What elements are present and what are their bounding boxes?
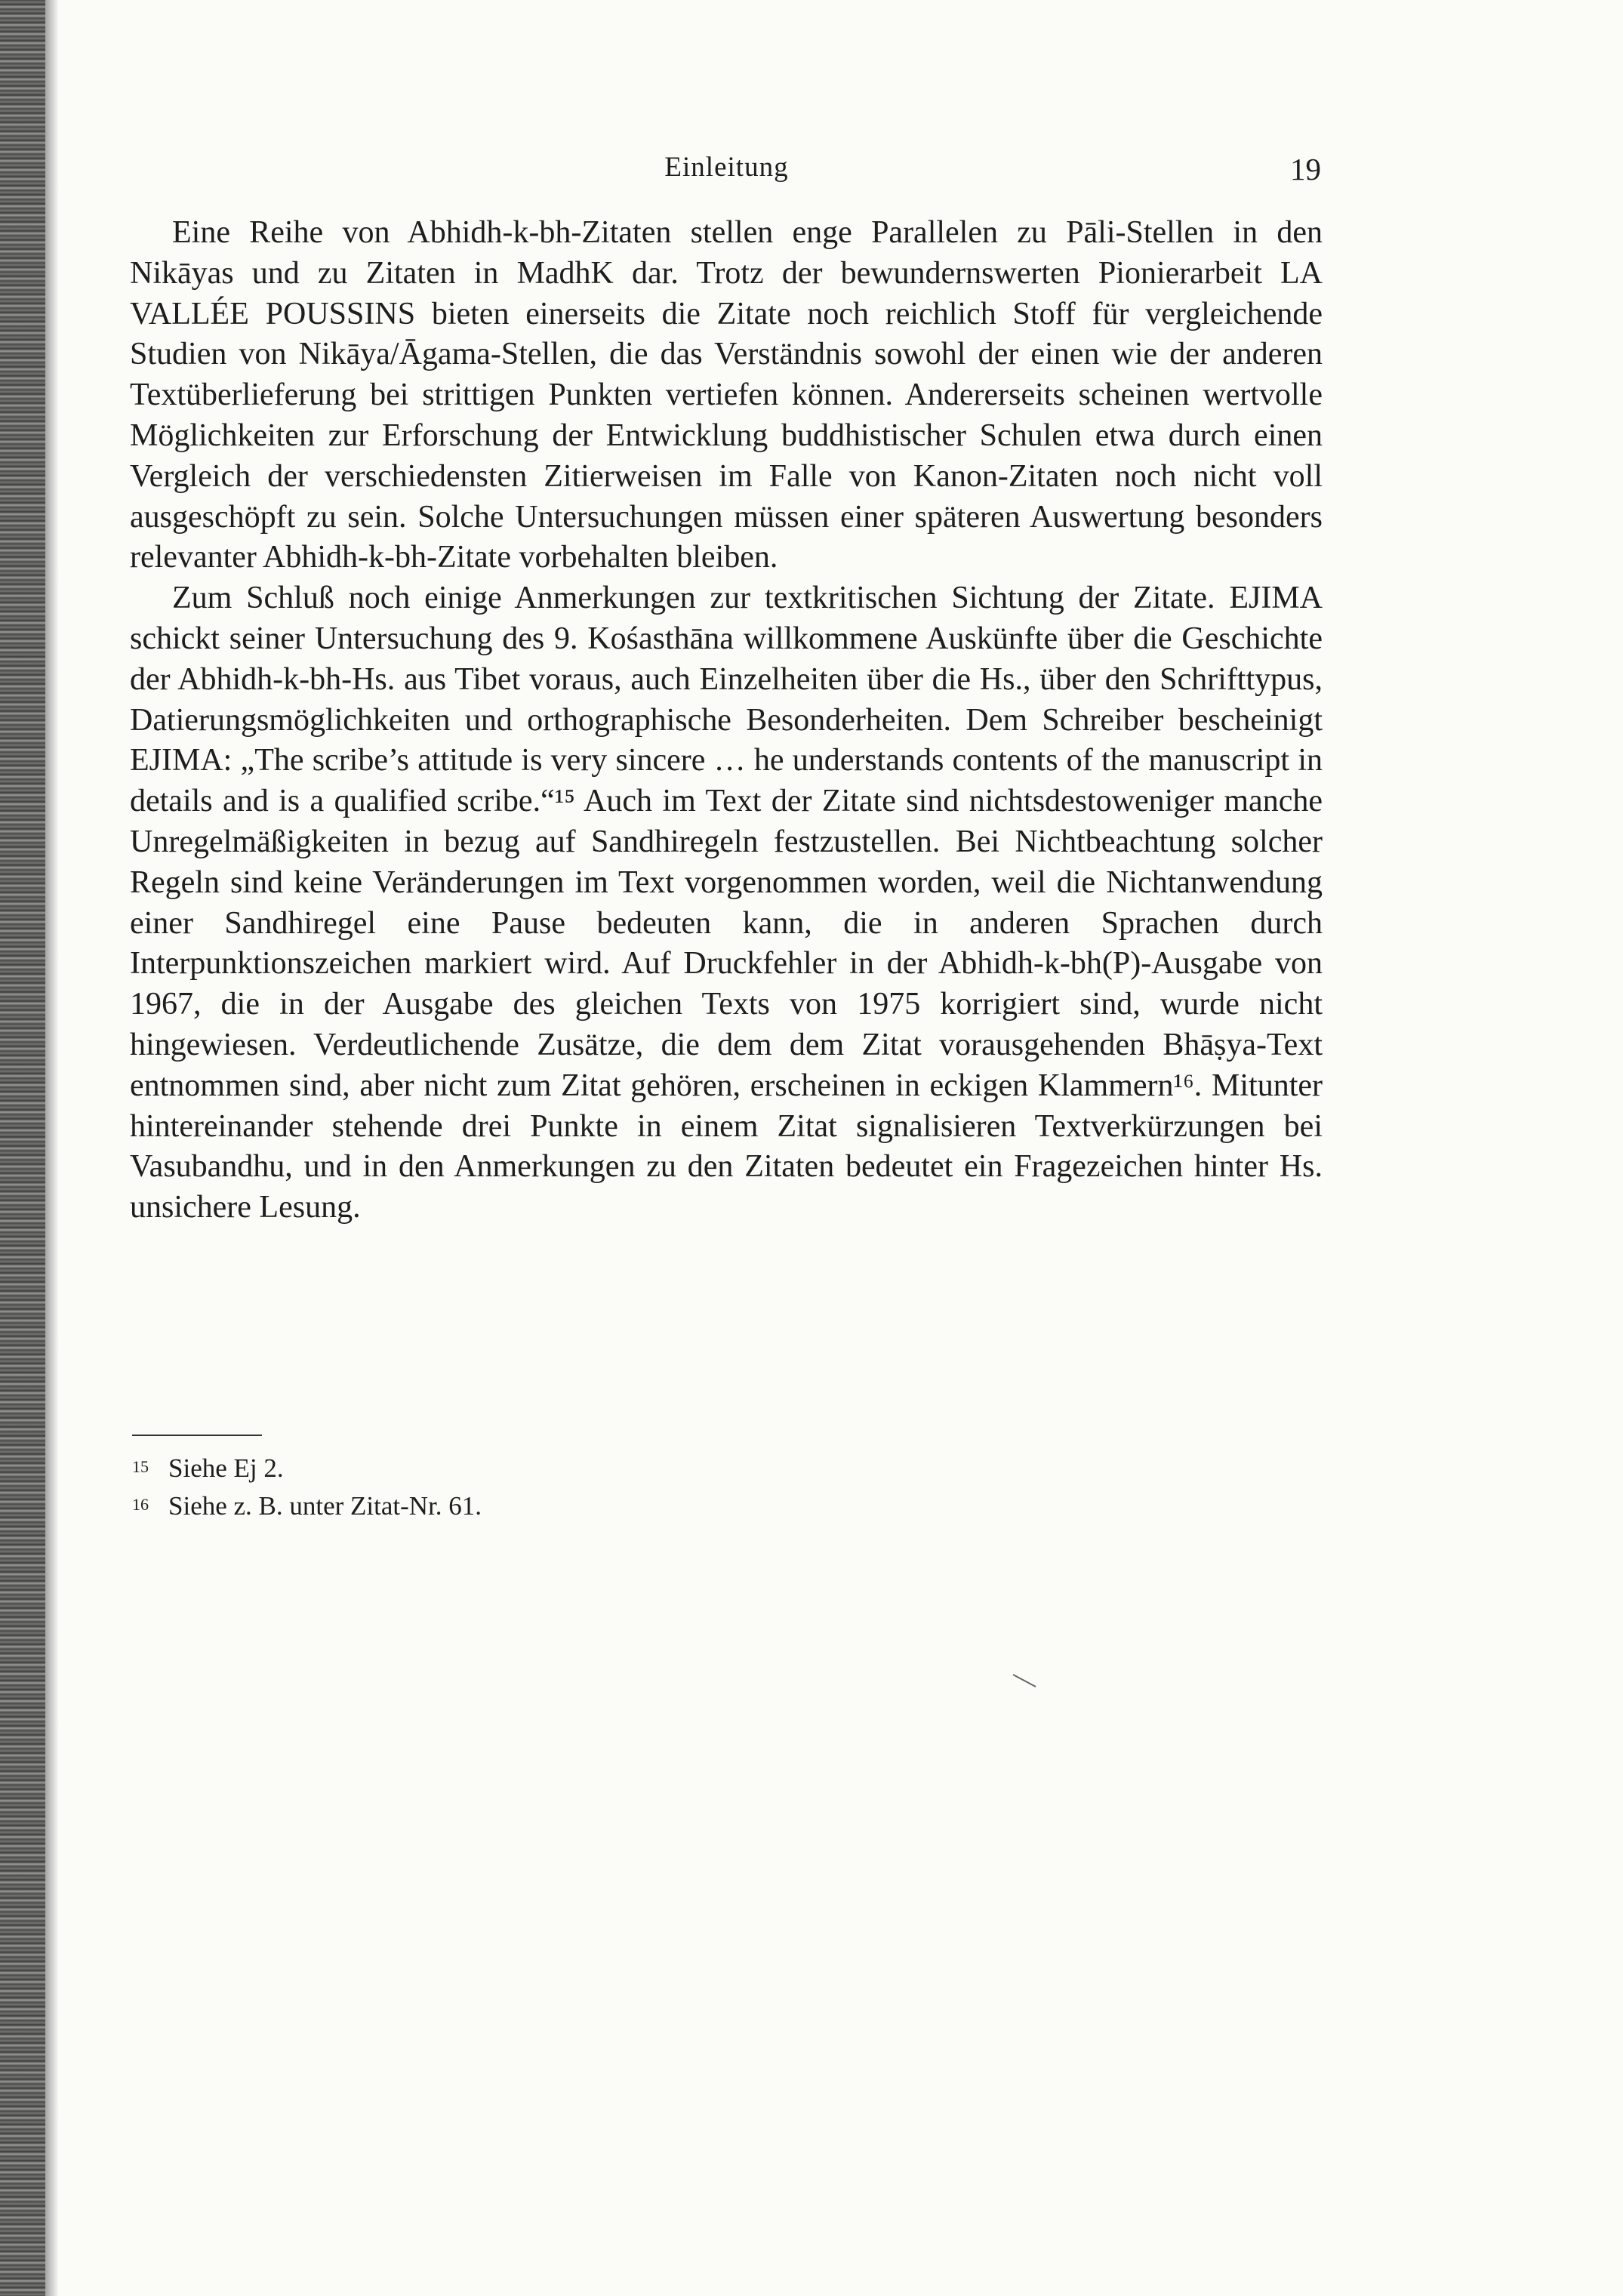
footnote-separator: [132, 1435, 262, 1436]
footnote-text: Siehe z. B. unter Zitat-Nr. 61.: [168, 1491, 482, 1521]
scan-binding-edge: [0, 0, 45, 2296]
paragraph-1: Eine Reihe von Abhidh-k-bh-Zitaten stellen enge Parallelen zu Pāli-Stellen in den Nikāyas und zu Zitaten in MadhK dar. Trotz der bewundernswerten Pionierarbeit LA VALLÉE POUSSINS bieten einerseits die Zitate noch reichlich Stoff für vergleichende Studien von Nikāya/Āgama-Stellen, die das Verständnis sowohl der einen wie der anderen Textüberlieferung bei strittigen Punkten vertiefen können. Andererseits scheinen wertvolle Möglichkeiten zur Erforschung der Entwicklung buddhistischer Schulen etwa durch einen Vergleich der verschiedensten Zitierweisen im Falle von Kanon-Zitaten noch nicht voll ausgeschöpft zu sein. Solche Untersuchungen müssen einer späteren Auswertung besonders relevanter Abhidh-k-bh-Zitate vorbehalten bleiben.: [130, 215, 1323, 575]
page-number: 19: [1290, 152, 1321, 186]
scan-edge-shadow: [45, 0, 59, 2296]
footnote-text: Siehe Ej 2.: [168, 1453, 284, 1483]
running-head: Einleitung: [664, 152, 789, 183]
paragraph-2: Zum Schluß noch einige Anmerkungen zur textkritischen Sichtung der Zitate. EJIMA schickt seiner Untersuchung des 9. Kośasthāna willkommene Auskünfte über die Geschichte der Abhidh-k-bh-Hs. aus Tibet voraus, auch Einzelheiten über die Hs., über den Schrifttypus, Datierungsmöglichkeiten und orthographische Besonderheiten. Dem Schreiber bescheinigt EJIMA: „The scribe’s attitude is very sincere … he understands contents of the manuscript in details and is a qualified scribe.“¹⁵ Auch im Text der Zitate sind nichtsdestoweniger manche Unregelmäßigkeiten in bezug auf Sandhiregeln festzustellen. Bei Nichtbeachtung solcher Regeln sind keine Veränderungen im Text vorgenommen worden, weil die Nichtanwendung einer Sandhiregel eine Pause bedeuten kann, die in anderen Sprachen durch Interpunktionszeichen markiert wird. Auf Druckfehler in der Abhidh-k-bh(P)-Ausgabe von 1967, die in der Ausgabe des gleichen Texts von 1975 korrigiert sind, wurde nicht hingewiesen. Verdeutlichende Zusätze, die dem dem Zitat vorausgehenden Bhāṣya-Text entnommen sind, aber nicht zum Zitat gehören, erscheinen in eckigen Klammern¹⁶. Mitunter hintereinander stehende drei Punkte in einem Zitat signalisieren Textverkürzungen bei Vasubandhu, und in den Anmerkungen zu den Zitaten bedeutet ein Fragezeichen hinter Hs. unsichere Lesung.: [130, 581, 1323, 1225]
stray-pen-mark: [1013, 1674, 1036, 1687]
body-text: [130, 213, 1323, 1228]
footnote-number: 15: [132, 1457, 149, 1476]
footnote-number: 16: [132, 1495, 149, 1514]
footnote-16: [132, 1487, 887, 1525]
footnotes: [132, 1450, 887, 1525]
footnote-15: [132, 1450, 887, 1487]
page-header: [132, 151, 1321, 196]
